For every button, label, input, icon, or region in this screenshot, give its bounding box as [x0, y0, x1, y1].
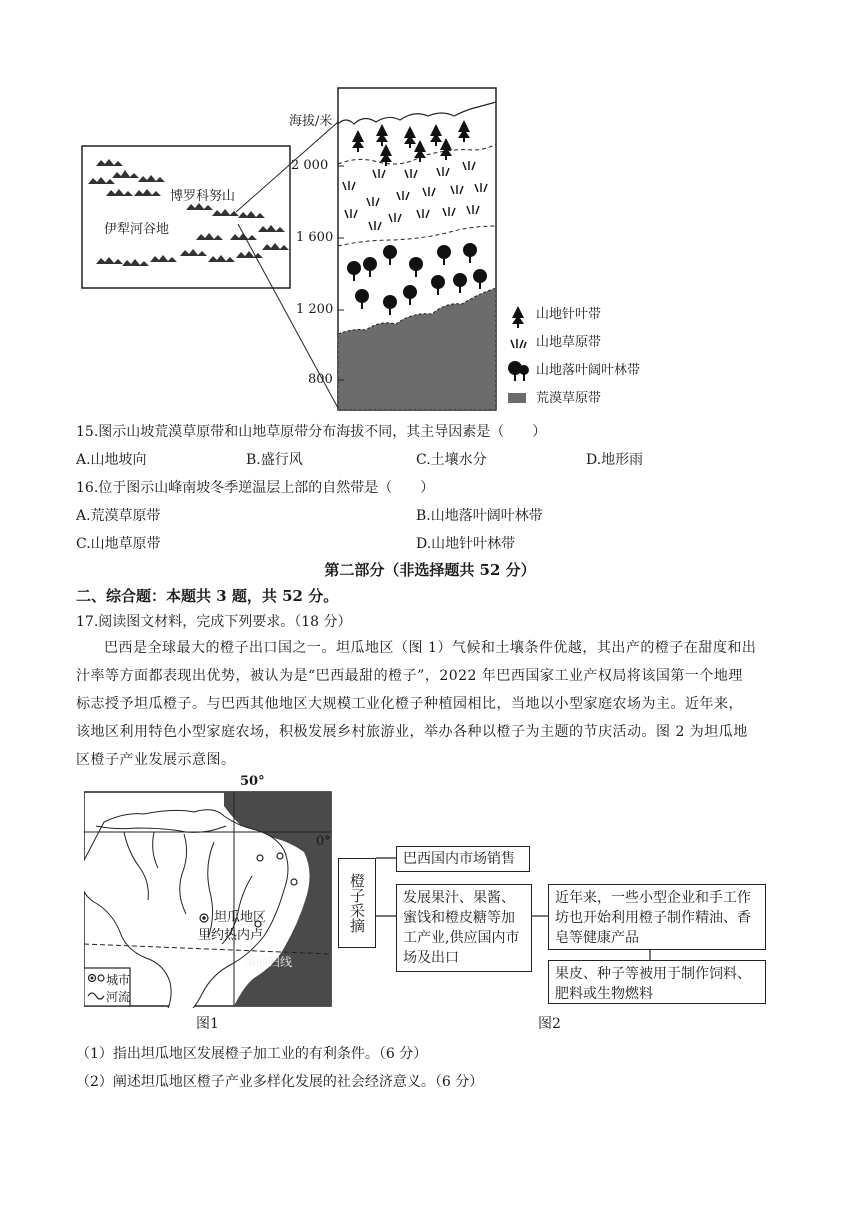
inset-mountain-label: 博罗科努山 — [170, 189, 236, 204]
fig2-flowchart — [338, 840, 768, 1000]
q16-stem: 16.位于图示山峰南坡冬季逆温层上部的自然带是（ ） — [76, 480, 435, 496]
fig1-legend-city: 城市 — [106, 973, 131, 987]
axis-title: 海拔/米 — [289, 114, 333, 129]
fig2-box-processing-label: 发展果汁、果酱、蜜饯和橙皮糖等加工产业,供应国内市场及出口 — [403, 890, 520, 966]
q16-option-c[interactable]: C.山地草原带 — [76, 536, 161, 552]
legend-label-broadleaf: 山地落叶阔叶林带 — [536, 363, 641, 378]
fig2-box-domestic — [396, 846, 530, 872]
part2-section: 二、综合题：本题共 3 题，共 52 分。 — [76, 587, 339, 605]
top-figure-svg — [0, 0, 860, 420]
q16-option-b[interactable]: B.山地落叶阔叶林带 — [416, 508, 543, 524]
q17-sub1: （1）指出坦瓜地区发展橙子加工业的有利条件。（6 分） — [76, 1046, 428, 1062]
q17-sub2: （2）阐述坦瓜地区橙子产业多样化发展的社会经济意义。（6 分） — [76, 1074, 484, 1090]
fig2-box-processing — [396, 884, 532, 972]
q17-para-line-5: 区橙子产业发展示意图。 — [76, 752, 236, 768]
q15-stem: 15.图示山坡荒漠草原带和山地草原带分布海拔不同，其主导因素是（ ） — [76, 424, 547, 440]
q15-option-c[interactable]: C.土壤水分 — [416, 452, 487, 468]
axis-tick-2000: 2 000 — [291, 158, 329, 173]
fig1-lat-label: 0° — [316, 834, 331, 849]
q16-option-a[interactable]: A.荒漠草原带 — [76, 508, 161, 524]
q15-option-a[interactable]: A.山地坡向 — [76, 452, 147, 468]
fig2-box-domestic-label: 巴西国内市场销售 — [403, 851, 515, 867]
fig2-box-health — [548, 884, 766, 950]
conifer-icon — [512, 306, 524, 328]
fig1-city-label: 里约热内卢 — [198, 928, 264, 943]
axis-tick-1200: 1 200 — [296, 302, 334, 317]
fig2-box-byproducts-label: 果皮、种子等被用于制作饲料、肥料或生物燃料 — [555, 966, 751, 1002]
broadleaf-tree-icon — [508, 361, 529, 381]
fig2-box-byproducts — [548, 960, 766, 1004]
q15-option-b[interactable]: B.盛行风 — [246, 452, 303, 468]
fig1-place-label: 坦瓜地区 — [214, 910, 267, 925]
q17-para-line-4: 该地区利用特色小型家庭农场，积极发展乡村旅游业，举办各种以橙子为主题的节庆活动。图 2 为坦瓜地 — [76, 724, 748, 740]
gray-fill-icon — [508, 393, 526, 403]
fig1-tropic-label: 南回归线 — [244, 955, 293, 969]
tangua-dot — [200, 914, 208, 922]
q16-option-d[interactable]: D.山地针叶林带 — [416, 536, 516, 552]
inset-valley-label: 伊犁河谷地 — [104, 222, 170, 237]
q17-para-line-2: 汁率等方面都表现出优势，被认为是“巴西最甜的橙子”，2022 年巴西国家工业产权局将该国第一个地理 — [76, 668, 743, 684]
legend-label-desert: 荒漠草原带 — [536, 391, 602, 406]
q17-para-line-3: 标志授予坦瓜橙子。与巴西其他地区大规模工业化橙子种植园相比，当地以小型家庭农场为主。近年来， — [76, 696, 743, 712]
fig1-map — [84, 772, 332, 1008]
fig2-box-health-label: 近年来，一些小型企业和手工作坊也开始利用橙子制作精油、香皂等健康产品 — [555, 890, 751, 946]
grass-icon — [511, 339, 526, 348]
fig1-caption: 图1 — [196, 1016, 219, 1032]
fig2-caption: 图2 — [538, 1016, 561, 1032]
q17-stem: 17.阅读图文材料，完成下列要求。（18 分） — [76, 614, 352, 630]
top-figure — [0, 0, 860, 420]
q17-paragraph — [76, 634, 796, 774]
legend-label-grass: 山地草原带 — [536, 335, 602, 350]
fig1-legend-river: 河流 — [106, 990, 131, 1004]
fig2-start-box — [338, 858, 376, 948]
q15-option-d[interactable]: D.地形雨 — [586, 452, 644, 468]
axis-tick-1600: 1 600 — [296, 230, 334, 245]
fig2-start-label: 橙子采摘 — [348, 873, 366, 933]
q17-para-line-1: 巴西是全球最大的橙子出口国之一。坦瓜地区（图 1）气候和土壤条件优越，其出产的橙子在甜度和出 — [104, 640, 757, 656]
fig1-lon-label: 50° — [240, 774, 265, 789]
part2-title: 第二部分（非选择题共 52 分） — [324, 561, 536, 579]
axis-tick-800: 800 — [308, 372, 333, 387]
legend-label-conifer: 山地针叶带 — [536, 307, 602, 322]
